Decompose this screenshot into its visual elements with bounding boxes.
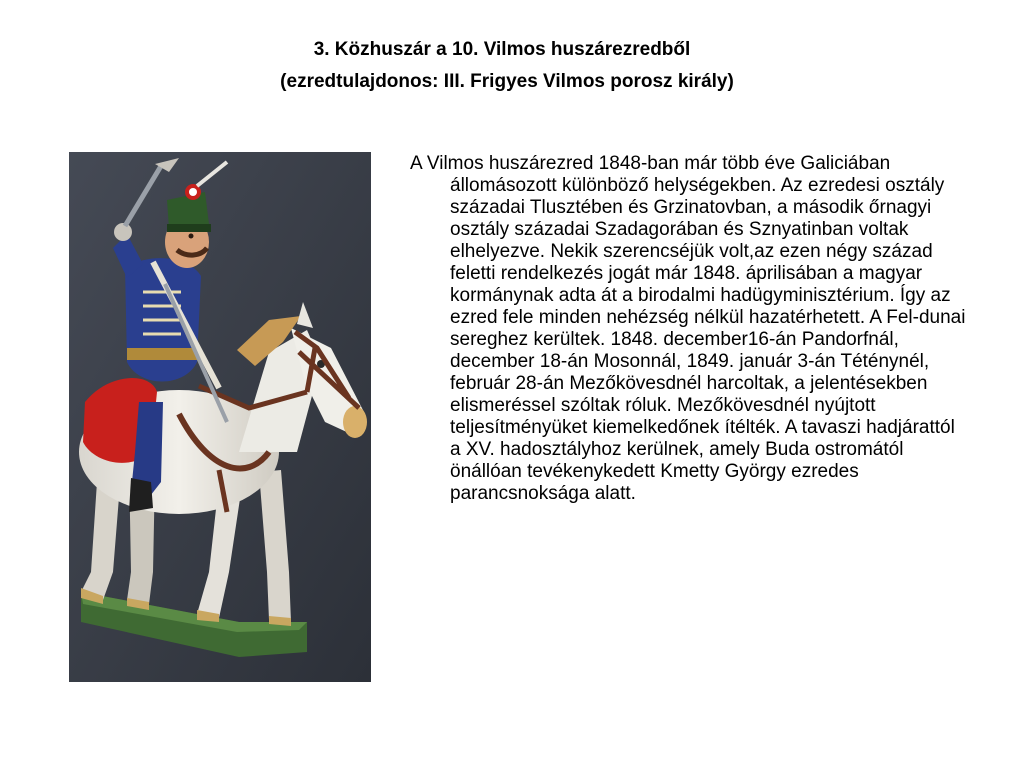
body-paragraph: A Vilmos huszárezred 1848-ban már több éve Galiciában állomásozott különböző helységekben. Az ezredesi osztály századai Tlusztében és Grzinatovban, a második őrnagyi osztály századai Szadagorában és Sznyatinban voltak elhelyezve. Nekik szerencséjük volt,az ezen négy század feletti rendelkezés jogát már 1848. áprilisában a magyar kormánynak adta át a birodalmi hadügyminisztérium. Így az ezred fele minden nehézség nélkül hazatérhetett. A Fel-dunai sereghez kerültek. 1848. december16-án Pandorfnál, december 18-án Mosonnál, 1849. január 3-án Téténynél, február 28-án Mezőkövesdnél harcoltak, a jelentésekben elismeréssel szóltak róluk. Mezőkövesdnél nyújtott teljesítményüket kiemelkedőnek ítélték. A tavaszi hadjárattól a XV. hadosztályhoz kerülnek, amely Buda ostromától önállóan tevékenykedett Kmetty György ezredes parancsnoksága alatt. (410, 153, 966, 504)
title-line-2: (ezredtulajdonos: III. Frigyes Vilmos porosz király) (280, 71, 734, 92)
title-line-1: 3. Közhuszár a 10. Vilmos huszárezredből (313, 39, 691, 60)
body-text (410, 153, 970, 505)
hussar-figurine-illustration (69, 152, 371, 682)
hussar-figurine-photo (69, 152, 371, 682)
slide-title (0, 34, 1024, 98)
